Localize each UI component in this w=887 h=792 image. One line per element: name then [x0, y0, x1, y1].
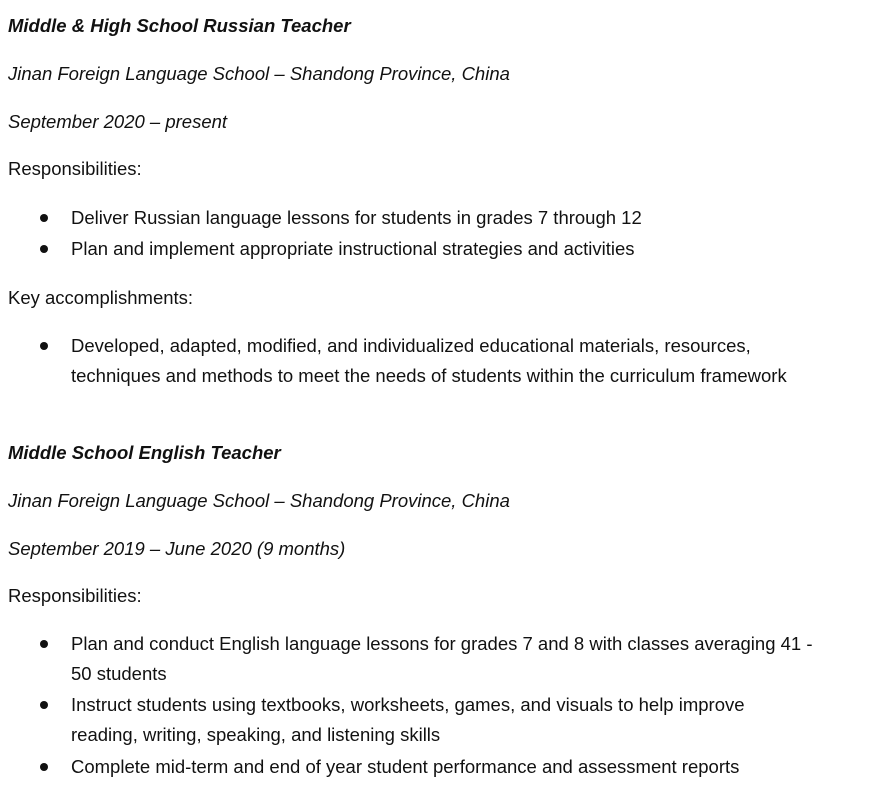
employment-dates: September 2019 – June 2020 (9 months): [8, 538, 346, 559]
responsibilities-heading: Responsibilities:: [8, 158, 142, 179]
responsibilities-heading: Responsibilities:: [8, 585, 142, 606]
bullet-icon: [40, 640, 48, 648]
job-title: Middle School English Teacher: [8, 442, 281, 463]
bullet-icon: [40, 763, 48, 771]
job-title: Middle & High School Russian Teacher: [8, 15, 351, 36]
list-item-text: Plan and conduct English language lessons for grades 7 and 8 with classes averaging 41 - 50 students: [71, 633, 813, 684]
employment-dates: September 2020 – present: [8, 111, 228, 132]
list-item-text: Developed, adapted, modified, and individualized educational materials, resources, techniques and methods to meet the needs of students within the curriculum framework: [71, 335, 787, 386]
bullet-icon: [40, 342, 48, 350]
list-item-text: Deliver Russian language lessons for students in grades 7 through 12: [71, 207, 642, 228]
list-item-text: Instruct students using textbooks, worksheets, games, and visuals to help improve reading, writing, speaking, and listening skills: [71, 694, 745, 745]
employer-location: Jinan Foreign Language School – Shandong Province, China: [8, 490, 510, 511]
employer-location: Jinan Foreign Language School – Shandong Province, China: [8, 63, 510, 84]
bullet-icon: [40, 701, 48, 709]
list-item-text: Plan and implement appropriate instructional strategies and activities: [71, 238, 635, 259]
list-item-text: Complete mid-term and end of year student performance and assessment reports: [71, 756, 740, 777]
bullet-icon: [40, 214, 48, 222]
accomplishments-heading: Key accomplishments:: [8, 287, 194, 308]
bullet-icon: [40, 245, 48, 253]
